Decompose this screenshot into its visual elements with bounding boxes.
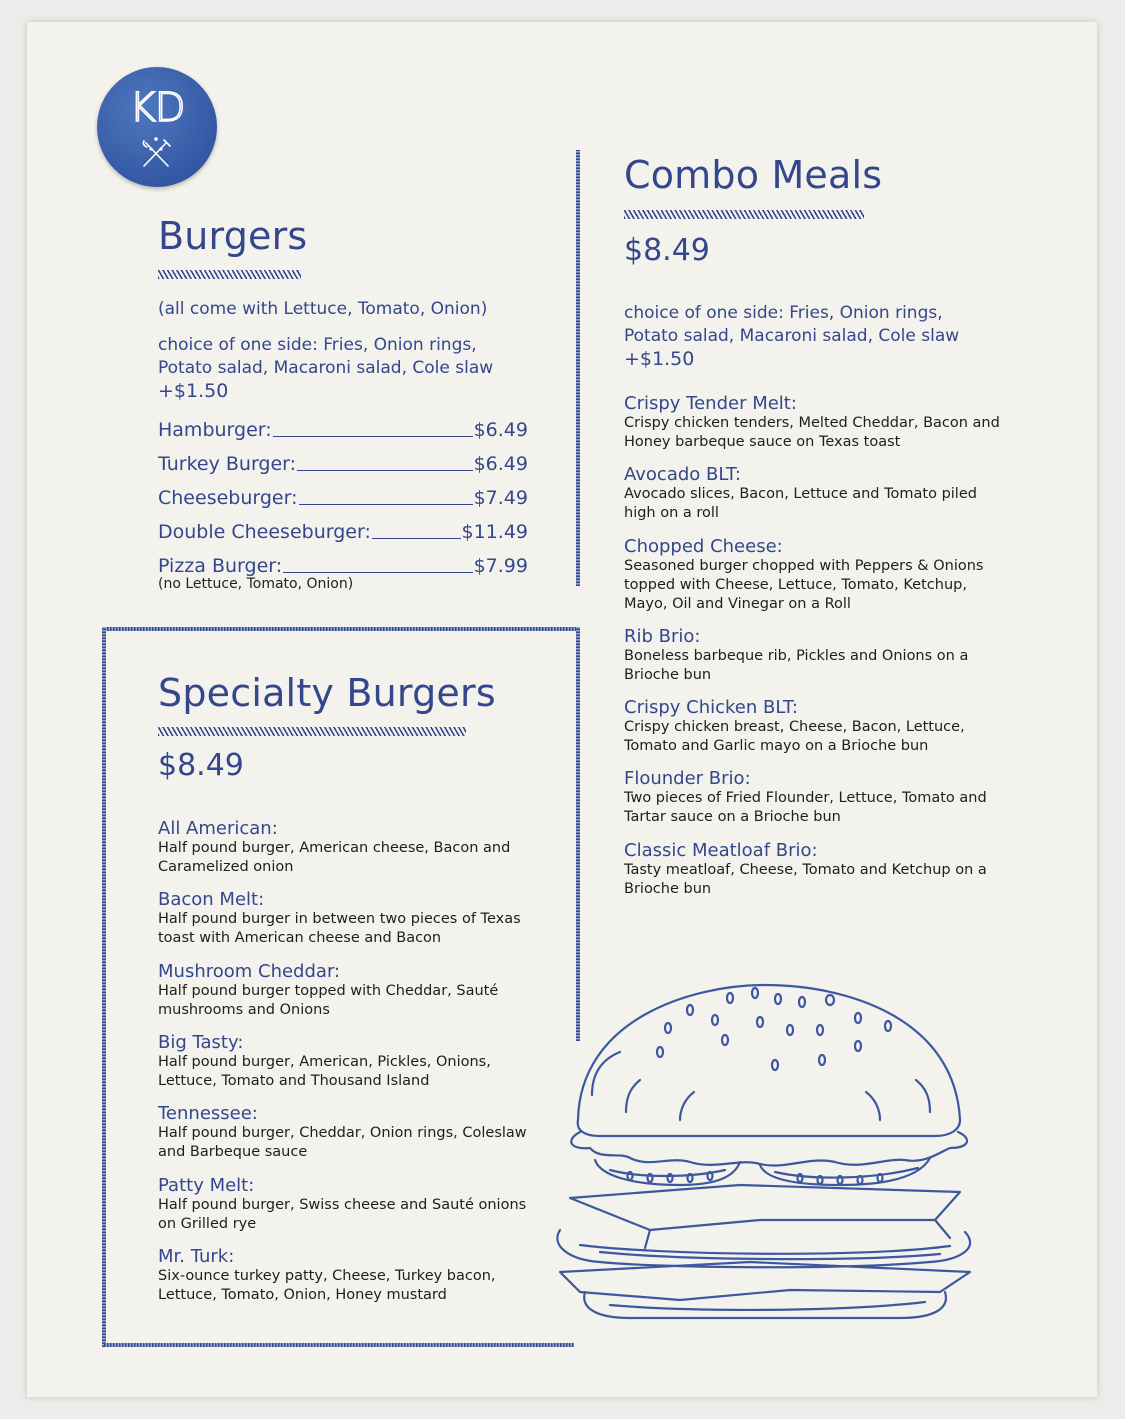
specialty-title-underline — [158, 727, 466, 736]
specialty-title: Specialty Burgers — [158, 671, 496, 715]
combo-title: Combo Meals — [624, 153, 883, 197]
menu-line-turkey-burger: Turkey Burger: $6.49 — [158, 453, 528, 475]
burger-illustration-icon — [540, 980, 980, 1320]
combo-item-crispy-tender-melt: Crispy Tender Melt: Crispy chicken tenders, Melted Cheddar, Bacon and Honey barbeque sauce on Texas toast — [624, 393, 1000, 450]
specialty-item-bacon-melt: Bacon Melt: Half pound burger in between two pieces of Texas toast with American cheese and Bacon — [158, 889, 521, 946]
burgers-title: Burgers — [158, 214, 308, 258]
combo-item-chopped-cheese: Chopped Cheese: Seasoned burger chopped with Peppers & Onions topped with Cheese, Lettuce, Tomato, Ketchup, Mayo, Oil and Vinegar on a Roll — [624, 536, 984, 612]
combo-item-flounder-brio: Flounder Brio: Two pieces of Fried Flounder, Lettuce, Tomato and Tartar sauce on a Brioche bun — [624, 768, 987, 825]
specialty-frame-bottom — [104, 1343, 574, 1347]
specialty-item-all-american: All American: Half pound burger, American cheese, Bacon and Caramelized onion — [158, 818, 511, 875]
specialty-item-patty-melt: Patty Melt: Half pound burger, Swiss cheese and Sauté onions on Grilled rye — [158, 1175, 527, 1232]
menu-line-hamburger: Hamburger: $6.49 — [158, 419, 528, 441]
combo-item-classic-meatloaf-brio: Classic Meatloaf Brio: Tasty meatloaf, Cheese, Tomato and Ketchup on a Brioche bun — [624, 840, 987, 897]
specialty-item-tennessee: Tennessee: Half pound burger, Cheddar, Onion rings, Coleslaw and Barbeque sauce — [158, 1103, 527, 1160]
burgers-side-note: choice of one side: Fries, Onion rings, Potato salad, Macaroni salad, Cole slaw +$1.50 — [158, 335, 494, 402]
burgers-title-underline — [158, 270, 301, 279]
specialty-item-big-tasty: Big Tasty: Half pound burger, American, Pickles, Onions, Lettuce, Tomato and Thousand Island — [158, 1032, 491, 1089]
combo-title-underline — [624, 210, 864, 219]
menu-line-pizza-burger: Pizza Burger: $7.99 — [158, 555, 528, 577]
menu-line-double-cheeseburger: Double Cheeseburger: $11.49 — [158, 521, 528, 543]
combo-item-avocado-blt: Avocado BLT: Avocado slices, Bacon, Lettuce and Tomato piled high on a roll — [624, 464, 977, 521]
divider-vertical-top — [576, 150, 580, 586]
combo-item-rib-brio: Rib Brio: Boneless barbeque rib, Pickles and Onions on a Brioche bun — [624, 626, 969, 683]
combo-side-note: choice of one side: Fries, Onion rings, Potato salad, Macaroni salad, Cole slaw +$1.50 — [624, 303, 960, 370]
combo-price: $8.49 — [624, 233, 710, 268]
specialty-frame-right — [576, 627, 580, 1041]
specialty-item-mushroom-cheddar: Mushroom Cheddar: Half pound burger topped with Cheddar, Sauté mushrooms and Onions — [158, 961, 499, 1018]
specialty-price: $8.49 — [158, 748, 244, 783]
specialty-frame-top — [104, 627, 580, 631]
combo-item-crispy-chicken-blt: Crispy Chicken BLT: Crispy chicken breast, Cheese, Bacon, Lettuce, Tomato and Garlic mayo on a Brioche bun — [624, 697, 965, 754]
utensils-icon — [139, 137, 173, 169]
kd-logo — [97, 67, 217, 187]
burgers-includes-note: (all come with Lettuce, Tomato, Onion) — [158, 299, 488, 319]
pizza-burger-note: (no Lettuce, Tomato, Onion) — [158, 576, 354, 592]
specialty-frame-left — [102, 627, 106, 1347]
menu-line-cheeseburger: Cheeseburger: $7.49 — [158, 487, 528, 509]
logo-text: KD — [129, 85, 185, 131]
specialty-item-mr-turk: Mr. Turk: Six-ounce turkey patty, Cheese, Turkey bacon, Lettuce, Tomato, Onion, Honey mustard — [158, 1246, 496, 1303]
